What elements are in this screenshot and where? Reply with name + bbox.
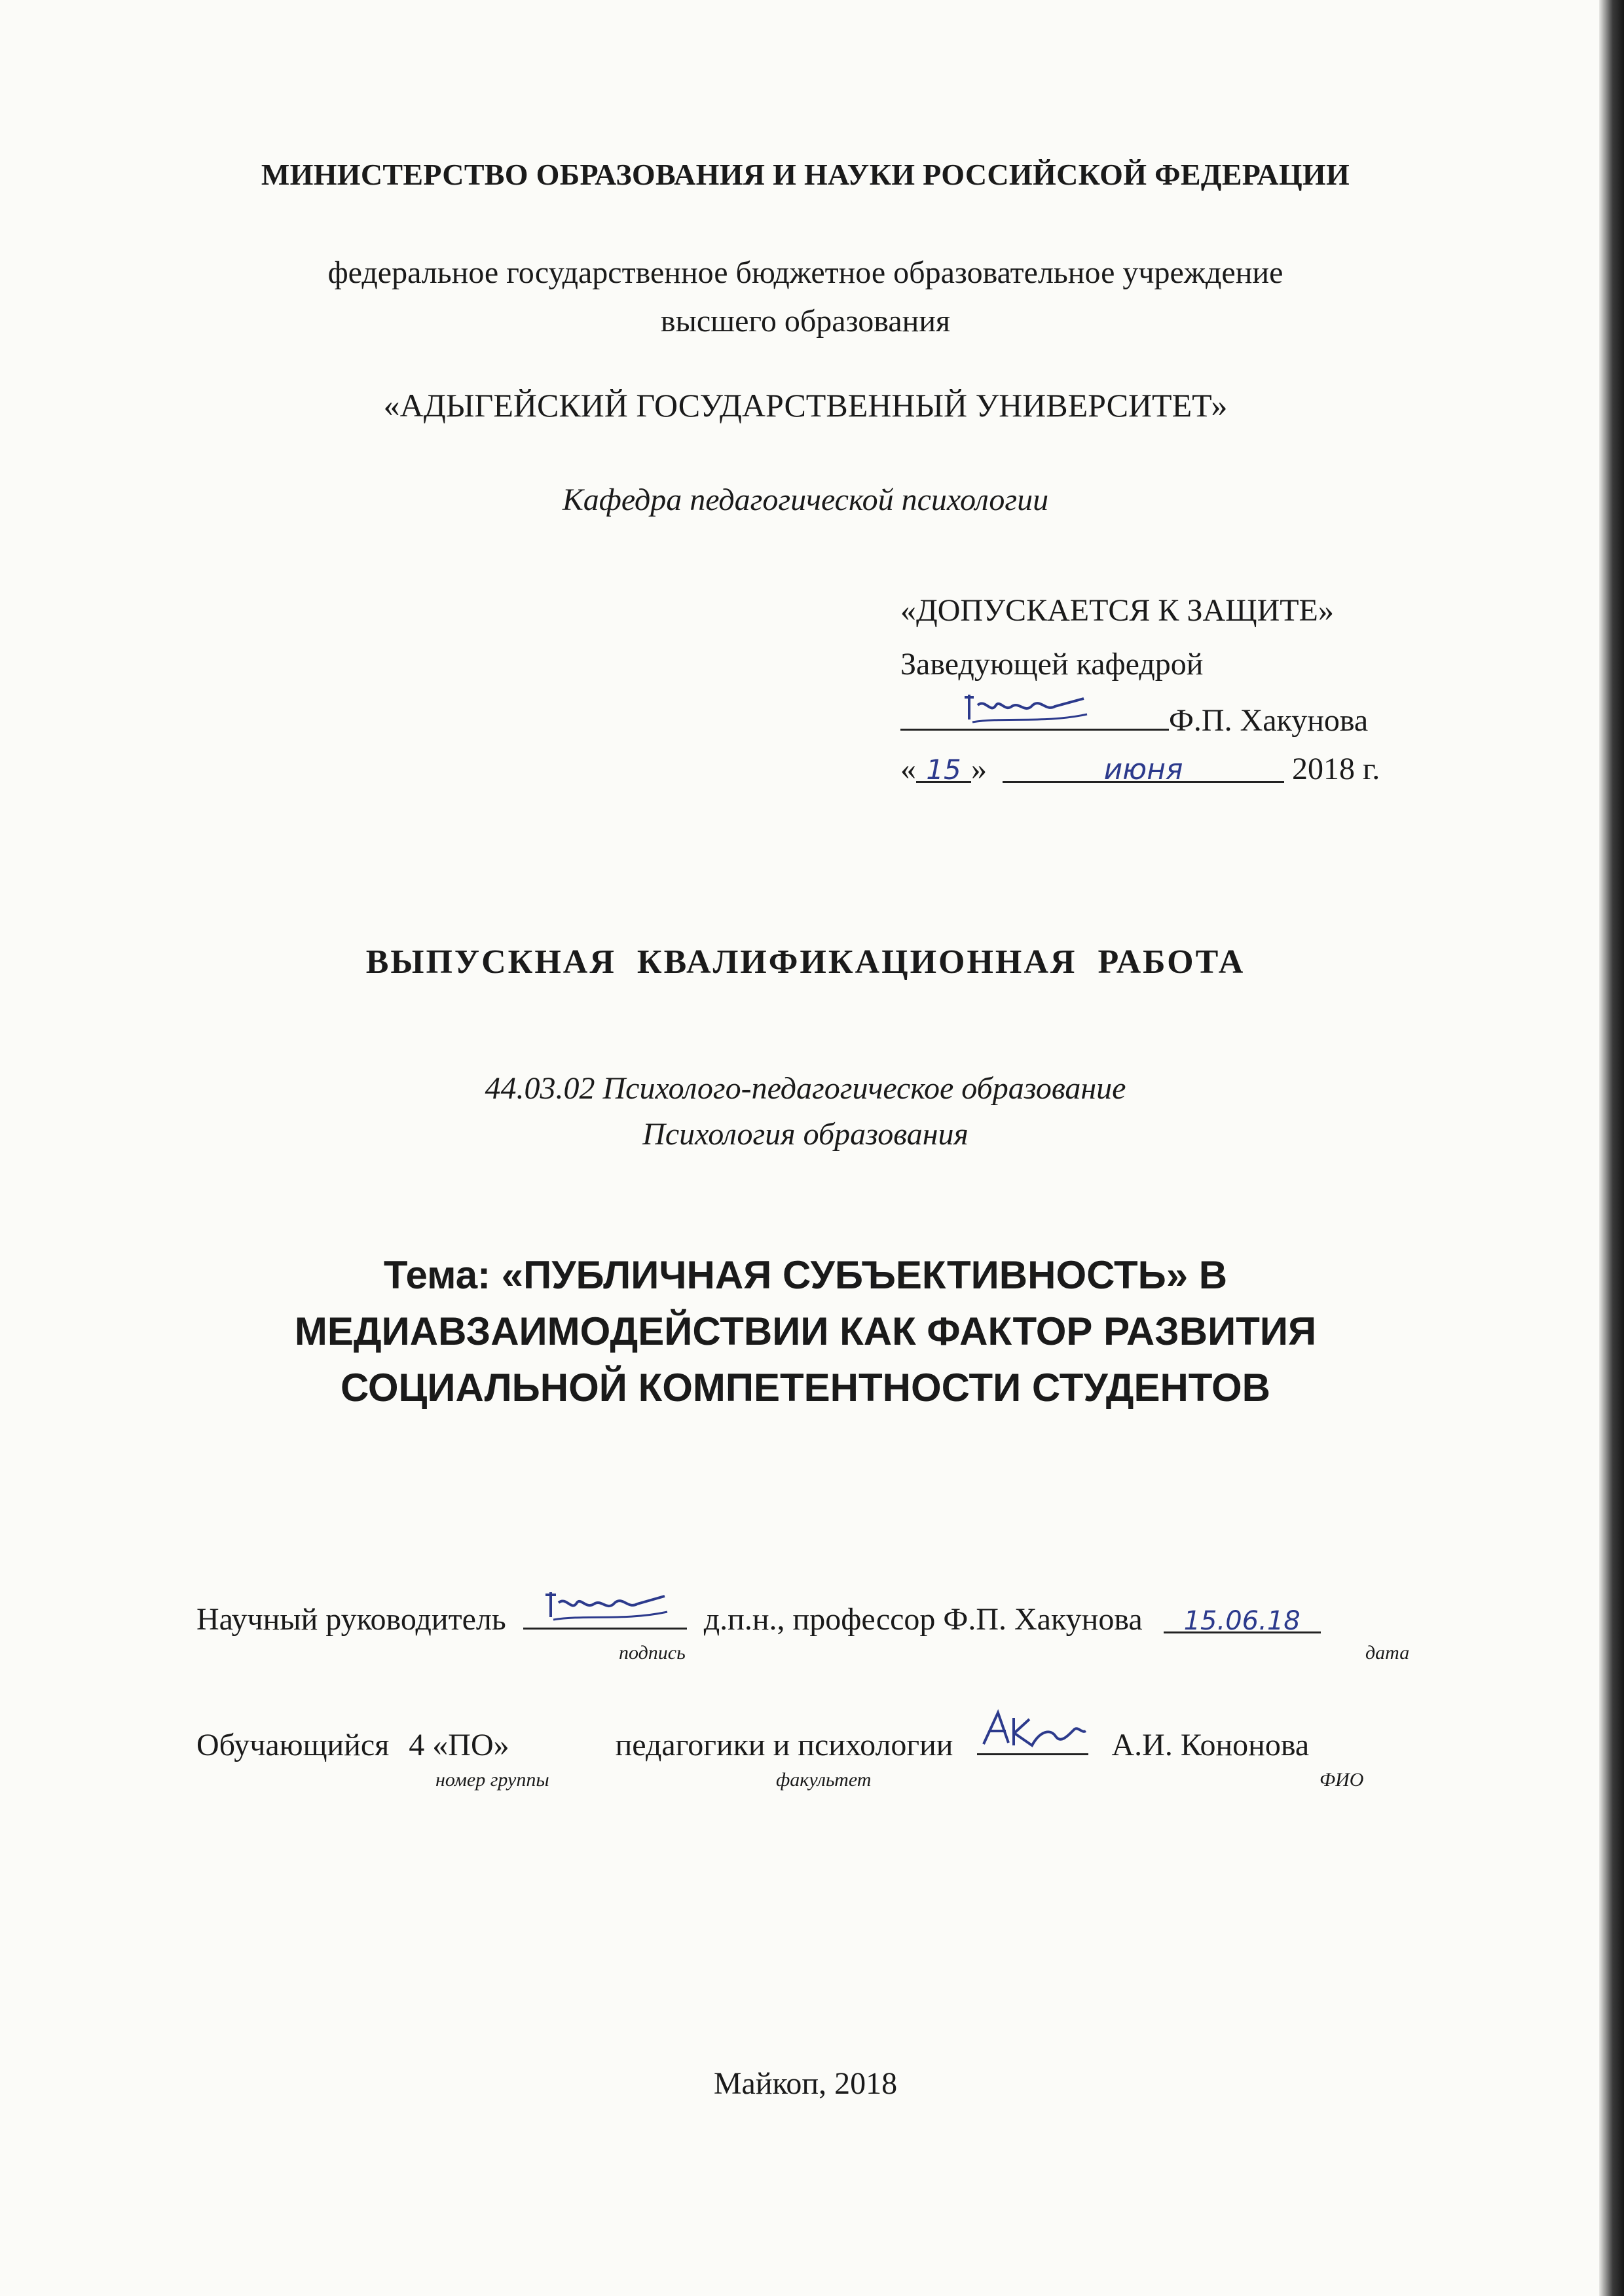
topic-line-3: СОЦИАЛЬНОЙ КОМПЕТЕНТНОСТИ СТУДЕНТОВ <box>341 1366 1270 1410</box>
quote-close: » <box>971 752 987 786</box>
specialty-block <box>164 1066 1447 1157</box>
thesis-topic <box>164 1247 1447 1416</box>
supervisor-row <box>196 1597 1321 1637</box>
head-signature <box>900 699 1169 731</box>
approval-date <box>900 751 1380 787</box>
institution-type <box>164 249 1447 346</box>
scan-edge <box>1599 0 1624 2296</box>
handwritten-signature-icon <box>959 685 1090 731</box>
approval-signature-line <box>900 699 1368 738</box>
date-caption: дата <box>1365 1642 1410 1664</box>
date-day: 15 <box>926 754 961 786</box>
head-name: Ф.П. Хакунова <box>1169 703 1369 738</box>
approval-position: Заведующей кафедрой <box>900 647 1204 682</box>
student-signature <box>977 1723 1088 1755</box>
supervisor-date-line <box>1164 1601 1321 1636</box>
supervisor-label: Научный руководитель <box>196 1602 506 1637</box>
city-year: Майкоп, 2018 <box>713 2066 898 2101</box>
university-name: «АДЫГЕЙСКИЙ ГОСУДАРСТВЕННЫЙ УНИВЕРСИТЕТ» <box>383 387 1228 424</box>
approval-title: «ДОПУСКАЕТСЯ К ЗАЩИТЕ» <box>900 593 1334 628</box>
supervisor-signature <box>523 1597 687 1630</box>
handwritten-signature-icon <box>539 1583 670 1629</box>
handwritten-signature-icon <box>977 1705 1088 1757</box>
signature-caption: подпись <box>619 1642 686 1664</box>
work-type-heading: ВЫПУСКНАЯ КВАЛИФИКАЦИОННАЯ РАБОТА <box>365 943 1246 981</box>
specialty-profile: Психология образования <box>642 1117 969 1152</box>
topic-line-1: Тема: «ПУБЛИЧНАЯ СУБЪЕКТИВНОСТЬ» В <box>383 1253 1228 1297</box>
supervisor-title-name: д.п.н., профессор Ф.П. Хакунова <box>703 1602 1143 1637</box>
quote-open: « <box>900 752 916 786</box>
student-row <box>196 1723 1309 1763</box>
institution-type-line2: высшего образования <box>660 304 951 338</box>
topic-line-2: МЕДИАВЗАИМОДЕЙСТВИИ КАК ФАКТОР РАЗВИТИЯ <box>294 1309 1317 1353</box>
date-month: июня <box>1103 753 1183 786</box>
institution-type-line1: федеральное государственное бюджетное образовательное учреждение <box>327 255 1283 290</box>
faculty-caption: факультет <box>776 1769 872 1791</box>
student-name: А.И. Кононова <box>1111 1728 1310 1762</box>
student-label: Обучающийся <box>196 1728 390 1762</box>
group-caption: номер группы <box>435 1769 549 1791</box>
ministry-heading: МИНИСТЕРСТВО ОБРАЗОВАНИЯ И НАУКИ РОССИЙСКОЙ ФЕДЕРАЦИИ <box>261 158 1350 191</box>
student-group: 4 «ПО» <box>409 1728 509 1762</box>
name-caption: ФИО <box>1320 1769 1364 1791</box>
specialty-code: 44.03.02 Психолого-педагогическое образование <box>485 1071 1126 1106</box>
date-year: 2018 г. <box>1292 752 1380 786</box>
department-name: Кафедра педагогической психологии <box>562 483 1049 517</box>
student-faculty: педагогики и психологии <box>615 1728 953 1762</box>
supervisor-date: 15.06.18 <box>1183 1606 1301 1636</box>
